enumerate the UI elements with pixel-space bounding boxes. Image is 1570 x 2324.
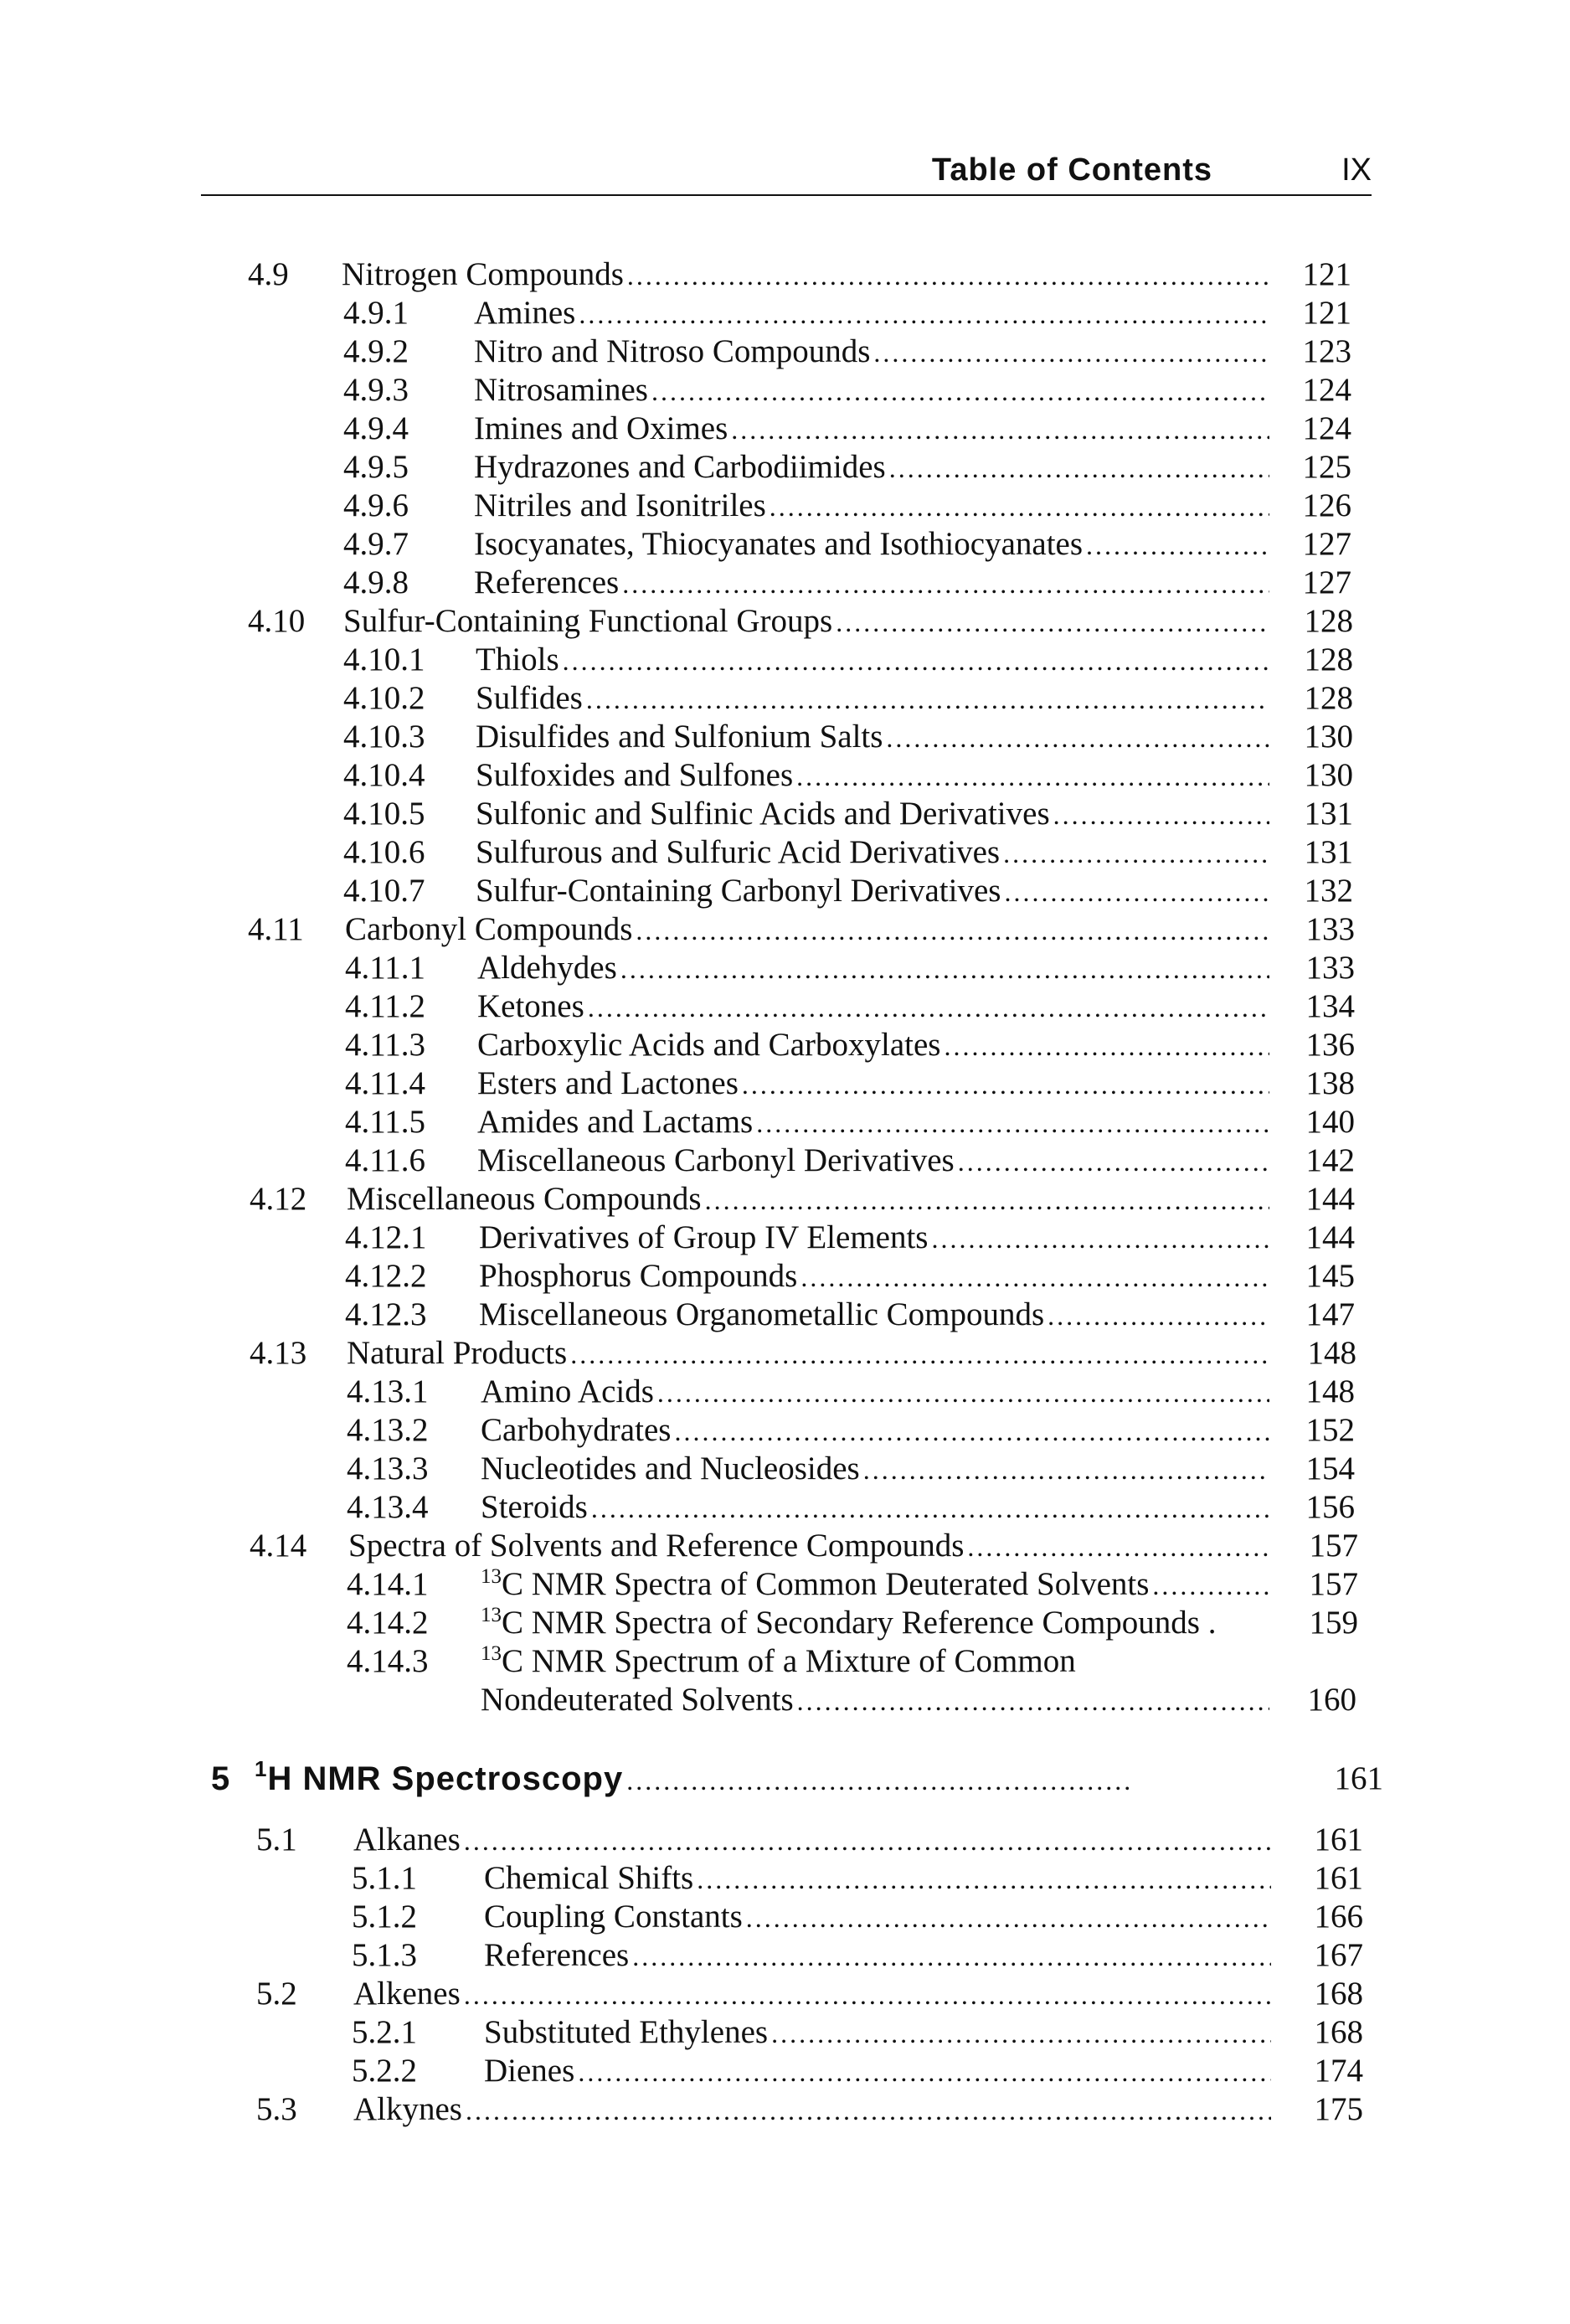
subsection-number: 4.11.4 [345, 1065, 426, 1101]
subsection-page: 125 [1302, 449, 1351, 485]
section-page: 148 [1307, 1335, 1356, 1371]
subsection-page: 131 [1304, 834, 1353, 870]
subsection-page: 126 [1302, 487, 1351, 523]
subsection-number: 4.9.1 [343, 295, 409, 331]
dot-leader [756, 1104, 1269, 1142]
toc-subsection[interactable] [343, 525, 1362, 564]
subsection-page: 140 [1305, 1104, 1355, 1140]
section-number: 4.9 [248, 256, 289, 292]
subsection-number: 4.9.7 [343, 526, 409, 562]
section-number: 4.10 [248, 603, 306, 639]
subsection-title: Nitrosamines [474, 371, 651, 410]
toc-subsection[interactable] [347, 1411, 1362, 1450]
subsection-title: Substituted Ethylenes [484, 2013, 771, 2052]
section-title: Nitrogen Compounds [342, 255, 627, 294]
subsection-title: Sulfurous and Sulfuric Acid Derivatives [476, 833, 1003, 872]
toc-subsection[interactable] [343, 756, 1362, 795]
toc-subsection[interactable] [343, 679, 1362, 718]
chapter-title: H NMR Spectroscopy [267, 1760, 624, 1797]
trailing-period: . [1199, 1605, 1217, 1641]
toc-subsection[interactable] [343, 294, 1362, 332]
toc-section[interactable] [248, 602, 1362, 641]
dot-leader [578, 2053, 1271, 2091]
dot-leader [958, 1142, 1269, 1181]
isotope-superscript: 1 [255, 1756, 268, 1781]
toc-subsection[interactable] [343, 872, 1362, 910]
subsection-number: 4.14.1 [347, 1566, 429, 1602]
subsection-title: C NMR Spectra of Common Deuterated Solvents [502, 1566, 1150, 1602]
running-head-title: Table of Contents [931, 152, 1212, 188]
toc-section[interactable] [256, 2090, 1363, 2129]
section-title: Spectra of Solvents and Reference Compounds [348, 1527, 967, 1565]
toc-chapter[interactable] [211, 1755, 1383, 1802]
subsection-page: 174 [1314, 2053, 1363, 2089]
section-page: 161 [1314, 1822, 1363, 1858]
subsection-title-continued: Nondeuterated Solvents [481, 1681, 797, 1719]
toc-subsection[interactable] [347, 1450, 1362, 1488]
subsection-title: Carbohydrates [481, 1411, 674, 1450]
toc-subsection[interactable] [343, 641, 1362, 679]
subsection-number: 4.12.2 [345, 1258, 427, 1294]
subsection-page: 159 [1309, 1605, 1358, 1641]
dot-leader [636, 911, 1269, 950]
subsection-number: 5.2.2 [352, 2053, 417, 2089]
subsection-page: 147 [1305, 1296, 1355, 1332]
subsection-number: 4.10.4 [343, 757, 425, 793]
dot-leader [697, 1860, 1271, 1899]
subsection-title: Sulfoxides and Sulfones [476, 756, 796, 795]
subsection-page: 127 [1302, 526, 1351, 562]
subsection-page: 130 [1304, 719, 1353, 755]
dot-leader [889, 449, 1269, 487]
dot-leader [1004, 873, 1269, 911]
subsection-page: 127 [1302, 564, 1351, 600]
toc-subsection[interactable] [343, 795, 1362, 833]
toc-subsection[interactable] [352, 1936, 1363, 1975]
subsection-number: 4.13.3 [347, 1451, 429, 1487]
running-head-page-number: IX [1341, 152, 1372, 188]
subsection-number: 4.10.3 [343, 719, 425, 755]
subsection-number: 4.10.2 [343, 680, 425, 716]
toc-subsection[interactable] [345, 1141, 1362, 1180]
subsection-title: Nitro and Nitroso Compounds [474, 332, 873, 371]
section-number: 5.2 [256, 1976, 297, 2012]
subsection-number: 4.10.6 [343, 834, 425, 870]
subsection-title: C NMR Spectra of Secondary Reference Compounds [502, 1605, 1200, 1641]
subsection-page: 132 [1304, 873, 1353, 909]
subsection-title: C NMR Spectrum of a Mixture of Common [502, 1643, 1076, 1679]
toc-subsection[interactable] [345, 1296, 1362, 1334]
subsection-page: 138 [1305, 1065, 1355, 1101]
section-title: Natural Products [347, 1334, 570, 1373]
toc-subsection[interactable] [345, 1219, 1362, 1257]
subsection-page: 168 [1314, 2014, 1363, 2050]
section-number: 4.12 [250, 1181, 307, 1217]
subsection-number: 5.2.1 [352, 2014, 417, 2050]
subsection-number: 4.14.2 [347, 1605, 429, 1641]
toc-section[interactable] [256, 1821, 1363, 1859]
subsection-title: References [474, 564, 622, 602]
section-page: 144 [1305, 1181, 1355, 1217]
toc-subsection[interactable] [347, 1642, 1362, 1681]
dot-leader [967, 1528, 1269, 1566]
subsection-number: 5.1.3 [352, 1937, 417, 1973]
toc-subsection[interactable] [343, 371, 1362, 410]
section-title: Sulfur-Containing Functional Groups [343, 602, 836, 641]
subsection-number: 4.11.5 [345, 1104, 426, 1140]
section-number: 4.14 [250, 1528, 307, 1564]
subsection-title: Esters and Lactones [477, 1064, 742, 1103]
subsection-title: Disulfides and Sulfonium Salts [476, 718, 886, 756]
dot-leader [626, 1757, 1134, 1802]
dot-leader [836, 603, 1269, 642]
subsection-page: 148 [1305, 1373, 1355, 1409]
section-number: 4.13 [250, 1335, 307, 1371]
dot-leader [705, 1181, 1269, 1219]
dot-leader [632, 1937, 1271, 1976]
section-title: Alkenes [353, 1975, 464, 2013]
toc-section[interactable] [250, 1527, 1362, 1565]
dot-leader [1048, 1296, 1269, 1335]
subsection-page: 166 [1314, 1899, 1363, 1935]
subsection-page: 167 [1314, 1937, 1363, 1973]
subsection-title: References [484, 1936, 632, 1975]
subsection-title: Carboxylic Acids and Carboxylates [477, 1026, 944, 1064]
toc-subsection[interactable] [345, 1026, 1362, 1064]
dot-leader [1152, 1566, 1269, 1605]
dot-leader [651, 372, 1269, 410]
subsection-title: Derivatives of Group IV Elements [479, 1219, 931, 1257]
subsection-title: Phosphorus Compounds [479, 1257, 800, 1296]
subsection-title: Amines [474, 294, 579, 332]
subsection-page: 160 [1307, 1682, 1356, 1718]
toc-subsection[interactable] [345, 1103, 1362, 1141]
subsection-number: 5.1.2 [352, 1899, 417, 1935]
toc-subsection-continued[interactable] [347, 1681, 1362, 1719]
subsection-page: 121 [1302, 295, 1351, 331]
subsection-page: 130 [1304, 757, 1353, 793]
chapter-number: 5 [211, 1760, 230, 1797]
toc-section[interactable] [256, 1975, 1363, 2013]
subsection-number: 4.10.5 [343, 796, 425, 832]
toc-subsection[interactable] [347, 1604, 1362, 1642]
toc-subsection[interactable] [352, 2052, 1363, 2090]
subsection-number: 4.9.8 [343, 564, 409, 600]
dot-leader [1086, 526, 1269, 564]
section-number: 5.3 [256, 2091, 297, 2127]
subsection-page: 133 [1305, 950, 1355, 986]
toc-subsection[interactable] [347, 1565, 1362, 1604]
subsection-title: Steroids [481, 1488, 591, 1527]
toc-subsection[interactable] [343, 487, 1362, 525]
subsection-title: Amides and Lactams [477, 1103, 756, 1141]
isotope-superscript: 13 [481, 1604, 502, 1626]
dot-leader [466, 2091, 1271, 2130]
toc-subsection[interactable] [343, 564, 1362, 602]
subsection-page: 123 [1302, 333, 1351, 369]
subsection-number: 4.13.4 [347, 1489, 429, 1525]
toc-section[interactable] [250, 1180, 1362, 1219]
section-number: 4.11 [248, 911, 304, 947]
subsection-page: 142 [1305, 1142, 1355, 1178]
section-title: Alkanes [353, 1821, 464, 1859]
subsection-page: 124 [1302, 372, 1351, 408]
subsection-number: 4.12.3 [345, 1296, 427, 1332]
subsection-page: 152 [1305, 1412, 1355, 1448]
dot-leader [464, 1822, 1271, 1860]
section-page: 157 [1309, 1528, 1358, 1564]
subsection-page: 134 [1305, 988, 1355, 1024]
subsection-title: Sulfonic and Sulfinic Acids and Derivatives [476, 795, 1053, 833]
subsection-page: 131 [1304, 796, 1353, 832]
subsection-title: Nucleotides and Nucleosides [481, 1450, 863, 1488]
dot-leader [579, 295, 1269, 333]
section-page: 133 [1305, 911, 1355, 947]
subsection-page: 144 [1305, 1219, 1355, 1255]
dot-leader [627, 256, 1269, 295]
subsection-number: 4.9.2 [343, 333, 409, 369]
dot-leader [886, 719, 1269, 757]
toc-subsection[interactable] [352, 1859, 1363, 1898]
subsection-title: Nitriles and Isonitriles [474, 487, 770, 525]
dot-leader [570, 1335, 1269, 1373]
subsection-title: Ketones [477, 987, 588, 1026]
section-title: Miscellaneous Compounds [347, 1180, 705, 1219]
toc-subsection[interactable] [343, 833, 1362, 872]
subsection-number: 4.11.1 [345, 950, 426, 986]
toc-subsection[interactable] [345, 1257, 1362, 1296]
dot-leader [863, 1451, 1269, 1489]
subsection-number: 5.1.1 [352, 1860, 417, 1896]
section-page: 128 [1304, 603, 1353, 639]
dot-leader [770, 487, 1269, 526]
subsection-number: 4.11.2 [345, 988, 426, 1024]
dot-leader [620, 950, 1269, 988]
dot-leader [746, 1899, 1271, 1937]
subsection-number: 4.9.6 [343, 487, 409, 523]
subsection-number: 4.10.1 [343, 642, 425, 678]
subsection-title: Amino Acids [481, 1373, 657, 1411]
dot-leader [796, 757, 1269, 796]
subsection-title: Sulfides [476, 679, 586, 718]
subsection-number: 4.9.3 [343, 372, 409, 408]
subsection-title: Miscellaneous Organometallic Compounds [479, 1296, 1048, 1334]
dot-leader [586, 680, 1269, 719]
subsection-page: 136 [1305, 1027, 1355, 1063]
toc-subsection[interactable] [345, 987, 1362, 1026]
section-title: Carbonyl Compounds [345, 910, 636, 949]
toc-section[interactable] [250, 1334, 1362, 1373]
toc-subsection[interactable] [345, 949, 1362, 987]
dot-leader [873, 333, 1269, 372]
dot-leader [731, 410, 1269, 449]
subsection-title: Dienes [484, 2052, 578, 2090]
isotope-superscript: 13 [481, 1642, 502, 1665]
toc-subsection[interactable] [347, 1373, 1362, 1411]
isotope-superscript: 13 [481, 1565, 502, 1588]
toc-subsection[interactable] [352, 2013, 1363, 2052]
subsection-title: Imines and Oximes [474, 410, 731, 448]
subsection-number: 4.9.4 [343, 410, 409, 446]
dot-leader [674, 1412, 1269, 1451]
dot-leader [588, 988, 1269, 1027]
dot-leader [944, 1027, 1269, 1065]
subsection-title: Coupling Constants [484, 1898, 746, 1936]
toc-subsection[interactable] [343, 410, 1362, 448]
subsection-number: 4.13.1 [347, 1373, 429, 1409]
section-title: Alkynes [353, 2090, 466, 2129]
subsection-title: Hydrazones and Carbodiimides [474, 448, 889, 487]
subsection-number: 4.11.6 [345, 1142, 426, 1178]
dot-leader [931, 1219, 1269, 1258]
toc-subsection[interactable] [343, 332, 1362, 371]
subsection-number: 4.10.7 [343, 873, 425, 909]
subsection-title: Isocyanates, Thiocyanates and Isothiocyanates [474, 525, 1086, 564]
dot-leader [591, 1489, 1269, 1528]
subsection-title: Chemical Shifts [484, 1859, 697, 1898]
subsection-title: Aldehydes [477, 949, 620, 987]
subsection-title: Thiols [476, 641, 563, 679]
dot-leader [742, 1065, 1269, 1104]
subsection-number: 4.12.1 [345, 1219, 427, 1255]
section-page: 168 [1314, 1976, 1363, 2012]
toc-subsection[interactable] [347, 1488, 1362, 1527]
toc-section[interactable] [248, 255, 1362, 294]
subsection-number: 4.13.2 [347, 1412, 429, 1448]
toc-subsection[interactable] [343, 448, 1362, 487]
section-number: 5.1 [256, 1822, 297, 1858]
toc-section[interactable] [248, 910, 1362, 949]
subsection-title: Miscellaneous Carbonyl Derivatives [477, 1141, 958, 1180]
subsection-number: 4.9.5 [343, 449, 409, 485]
subsection-page: 128 [1304, 642, 1353, 678]
dot-leader [563, 642, 1269, 680]
toc-subsection[interactable] [345, 1064, 1362, 1103]
section-page: 121 [1302, 256, 1351, 292]
section-page: 175 [1314, 2091, 1363, 2127]
dot-leader [771, 2014, 1271, 2053]
subsection-page: 154 [1305, 1451, 1355, 1487]
dot-leader [1003, 834, 1269, 873]
subsection-page: 128 [1304, 680, 1353, 716]
subsection-page: 157 [1309, 1566, 1358, 1602]
subsection-page: 145 [1305, 1258, 1355, 1294]
subsection-page: 161 [1314, 1860, 1363, 1896]
subsection-number: 4.11.3 [345, 1027, 426, 1063]
dot-leader [657, 1373, 1269, 1412]
dot-leader [800, 1258, 1269, 1296]
toc-subsection[interactable] [343, 718, 1362, 756]
dot-leader [622, 564, 1269, 603]
subsection-number: 4.14.3 [347, 1643, 429, 1679]
subsection-page: 124 [1302, 410, 1351, 446]
subsection-title: Sulfur-Containing Carbonyl Derivatives [476, 872, 1004, 910]
dot-leader [464, 1976, 1271, 2014]
dot-leader [797, 1682, 1269, 1720]
dot-leader [1053, 796, 1269, 834]
subsection-page: 156 [1305, 1489, 1355, 1525]
toc-subsection[interactable] [352, 1898, 1363, 1936]
chapter-page: 161 [1334, 1760, 1383, 1796]
